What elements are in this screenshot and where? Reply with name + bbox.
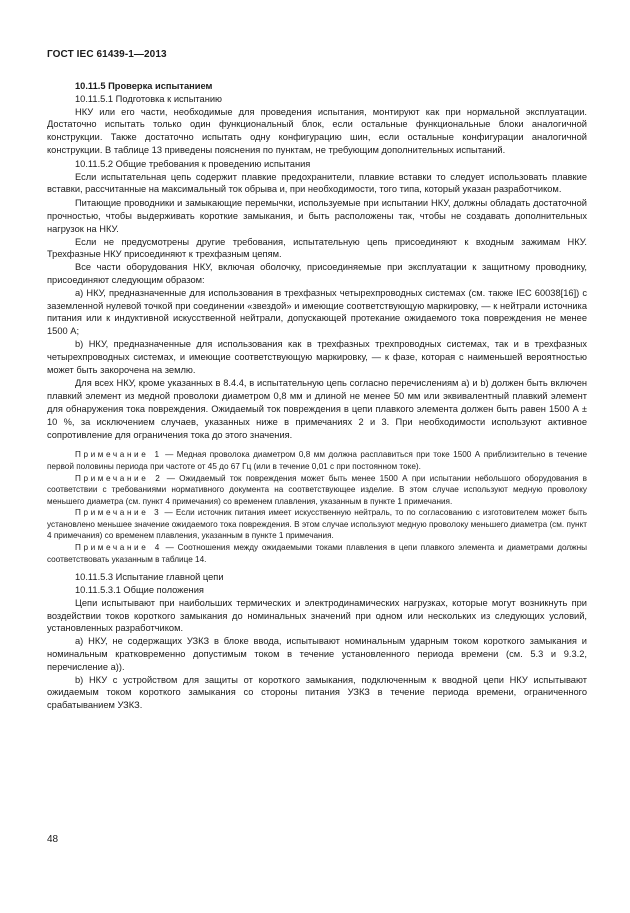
note-text: — Если источник питания имеет искусственную нейтраль, то по согласованию с изготовителем может быть установлено меньшее значение ожидаемого тока повреждения. В этом случае используют медную проволоку меньшего диаметра (см. пункт 4 примечания) со временем плавления, указанным в пункте 1 примечания. (47, 508, 588, 541)
subsection-heading-10-11-5-3: 10.11.5.3 Испытание главной цепи (75, 572, 224, 583)
paragraph-test-circuit: Если не предусмотрены другие требования, испытательную цепь присоединяют к входным зажимам НКУ. Трехфазные НКУ присоединяют к трехфазным цепям. (47, 236, 587, 260)
paragraph-preparation: НКУ или его части, необходимые для проведения испытания, монтируют как при нормальной эксплуатации. Достаточно испытать только один функциональный блок, если остальные функциональные блоки аналогичной конструкции. Также достаточно испытать одну конфигурацию шин, если остальные конфигурации аналогичной конструкции. В таблице 13 приведены пояснения по пунктам, не требующим дополнительных испытаний. (47, 106, 587, 155)
document-body (47, 80, 587, 712)
document-header: ГОСТ IEC 61439-1—2013 (47, 49, 167, 60)
list-item-a: a) НКУ, предназначенные для использования в трехфазных четырехпроводных системах (см. также IEC 60038[16]) с заземленной нулевой точкой при соединении «звездой» и имеющие соответствующую маркировку, — к нейтрали источника питания или к индуктивной искусственной нейтрали, допускающей протекание ожидаемого тока повреждения не менее 1500 А; (47, 287, 587, 337)
paragraph-fuses: Если испытательная цепь содержит плавкие предохранители, плавкие вставки то следует использовать плавкие вставки, рассчитанные на максимальный ток обрыва и, при необходимости, того типа, который указан разработчиком. (47, 171, 587, 195)
note-label: Примечание 2 (75, 473, 163, 483)
note-4 (47, 542, 587, 565)
list-item-a-main: a) НКУ, не содержащих УЗКЗ в блоке ввода, испытывают номинальным ударным током короткого замыкания и номинальным кратковременно допустимым током в течение установленного периода времени (см. 5.3 и 9.3.2, перечисление а)). (47, 636, 587, 672)
paragraph-protective-conductor: Все части оборудования НКУ, включая оболочку, присоединяемые при эксплуатации к защитному проводнику, присоединяют следующим образом: (47, 262, 587, 285)
list-item-b: b) НКУ, предназначенные для использования как в трехфазных трехпроводных системах, так и в трехфазных четырехпроводных системах, и имеющие соответствующую маркировку, — к фазе, которая с наименьшей вероятностью может быть закорочена на землю. (47, 338, 587, 375)
note-1 (47, 449, 587, 472)
paragraph-supply-conductors: Питающие проводники и замыкающие перемычки, используемые при испытании НКУ, должны обладать достаточной прочностью, чтобы выдерживать короткие замыкания, и быть расположены так, чтобы не создавать дополнительных нагрузок на НКУ. (47, 198, 587, 234)
note-label: Примечание 3 (75, 508, 162, 518)
note-2 (47, 473, 587, 508)
paragraph-fusible-element: Для всех НКУ, кроме указанных в 8.4.4, в испытательную цепь согласно перечислениям а) и b) должен быть включен плавкий элемент из медной проволоки диаметром 0,8 мм и длиной не менее 50 мм или эквивалентный плавкий элемент для обнаружения тока повреждения. Ожидаемый ток повреждения в цепи плавкого элемента должен быть равен 1500 А ± 10 %, за исключением случаев, указанных ниже в примечаниях 2 и 3. При необходимости используют активное сопротивление для ограничения тока до этого значения. (47, 378, 587, 440)
subsection-heading-10-11-5-1: 10.11.5.1 Подготовка к испытанию (75, 93, 223, 104)
page-number: 48 (47, 834, 59, 845)
note-text: — Ожидаемый ток повреждения может быть менее 1500 А при испытании небольшого оборудования в соответствии с требованиями нормативного документа на соответствующее изделие. В этом случае используют медную проволоку меньшего диаметра (см. пункт 4 примечания) со временем плавления, указанным в пункте 1 примечания. (47, 473, 588, 506)
note-label: Примечание 4 (75, 543, 162, 553)
note-text: — Соотношения между ожидаемыми токами плавления в цепи плавкого элемента и диаметрами должны соответствовать указанным в таблице 14. (47, 543, 588, 564)
subsection-heading-10-11-5-3-1: 10.11.5.3.1 Общие положения (75, 585, 204, 596)
section-heading-10-11-5: 10.11.5 Проверка испытанием (75, 81, 213, 91)
list-item-b-main: b) НКУ с устройством для защиты от короткого замыкания, подключенным к вводной цепи НКУ испытывают ожидаемым током короткого замыкания со стороны питания УЗКЗ в течение периода времени, ограниченного срабатыванием УЗКЗ. (47, 674, 587, 711)
note-text: — Медная проволока диаметром 0,8 мм должна расплавиться при токе 1500 А приблизительно в течение первой половины периода при частоте от 45 до 67 Гц (или в течение 0,01 с при постоянном токе). (47, 450, 588, 471)
note-label: Примечание 1 (75, 450, 162, 460)
paragraph-main-circuit: Цепи испытывают при наибольших термических и электродинамических нагрузках, которые могут возникнуть при воздействии токов короткого замыкания до номинальных значений при одном или нескольких из следующих условий, установленных разработчиком. (47, 597, 587, 634)
note-3 (47, 507, 587, 542)
subsection-heading-10-11-5-2: 10.11.5.2 Общие требования к проведению испытания (75, 158, 311, 169)
